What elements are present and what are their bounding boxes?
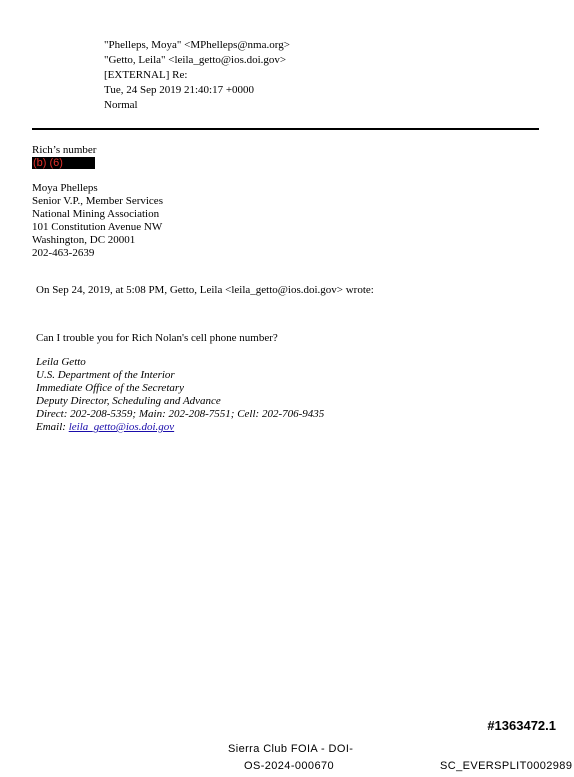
quoted-attribution: On Sep 24, 2019, at 5:08 PM, Getto, Leila <leila_getto@ios.doi.gov> wrote:: [36, 284, 374, 296]
quoted-signature-title: Deputy Director, Scheduling and Advance: [36, 395, 221, 407]
footer-foia-line2: OS-2024-000670: [244, 760, 334, 772]
quoted-signature-office: Immediate Office of the Secretary: [36, 382, 185, 394]
quoted-message: Can I trouble you for Rich Nolan's cell phone number?: [36, 332, 278, 344]
to-value: "Getto, Leila" <leila_getto@ios.doi.gov>: [104, 54, 287, 66]
email-label: Email:: [36, 421, 66, 433]
header-divider: [32, 128, 539, 130]
footer-bates-number: SC_EVERSPLIT0002989: [440, 760, 573, 772]
sender-signature-name: Moya Phelleps: [32, 182, 98, 194]
sender-signature-org: National Mining Association: [32, 208, 160, 220]
from-value: "Phelleps, Moya" <MPhelleps@nma.org>: [104, 39, 290, 51]
quoted-signature-name: Leila Getto: [36, 356, 86, 368]
reply-intro: Rich’s number: [32, 144, 97, 156]
date-value: Tue, 24 Sep 2019 21:40:17 +0000: [104, 84, 255, 96]
sender-signature-street: 101 Constitution Avenue NW: [32, 221, 163, 233]
footer-foia-line1: Sierra Club FOIA - DOI-: [228, 743, 354, 755]
importance-value: Normal: [104, 99, 138, 111]
sender-signature-title: Senior V.P., Member Services: [32, 195, 163, 207]
email-link[interactable]: leila_getto@ios.doi.gov: [68, 421, 175, 433]
redaction-box: (b) (6): [32, 157, 95, 169]
quoted-signature-email-row: [36, 421, 174, 434]
quoted-signature-phones: Direct: 202-208-5359; Main: 202-208-7551; Cell: 202-706-9435: [36, 408, 325, 420]
sender-signature-city: Washington, DC 20001: [32, 234, 136, 246]
quoted-signature-dept: U.S. Department of the Interior: [36, 369, 175, 381]
document-id-stamp: #1363472.1: [487, 718, 556, 733]
sender-signature-phone: 202-463-2639: [32, 247, 95, 259]
subject-value: [EXTERNAL] Re:: [104, 69, 188, 81]
